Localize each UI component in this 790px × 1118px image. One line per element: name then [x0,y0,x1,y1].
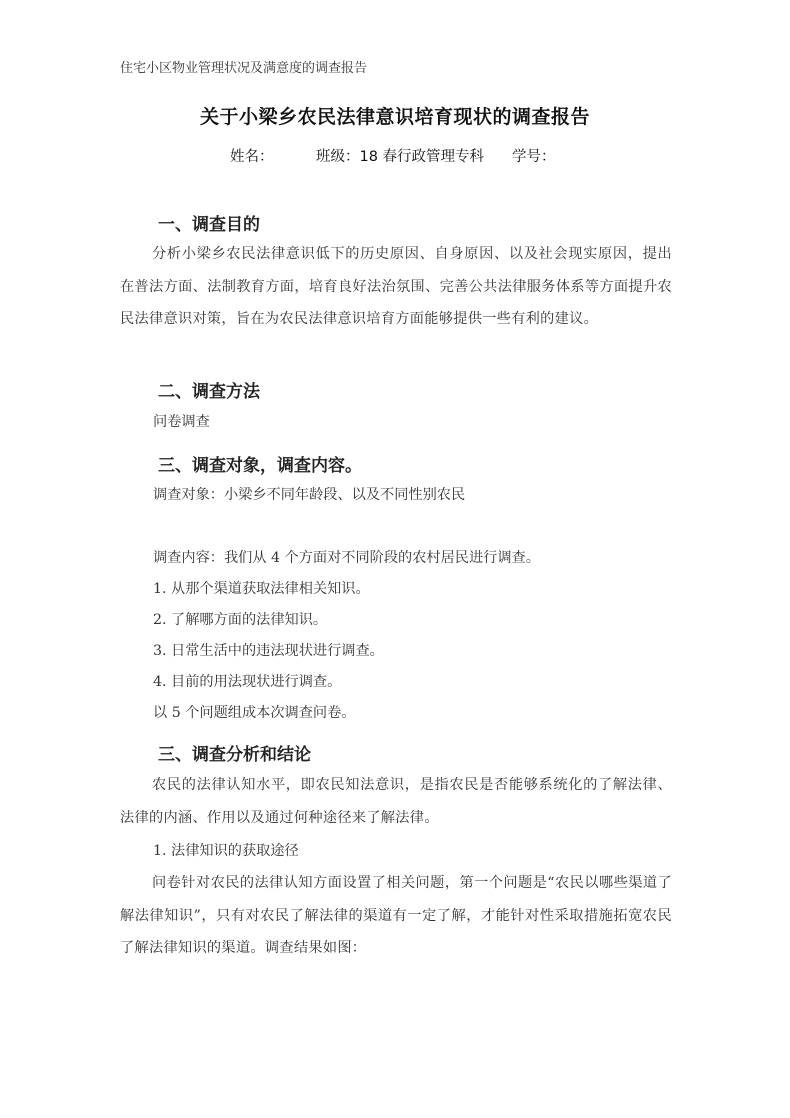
list-item: 3. 日常生活中的违法现状进行调查。 [153,643,384,659]
section-heading-target: 三、调查对象，调查内容。 [158,456,362,476]
target-object-text: 调查对象：小梁乡不同年龄段、以及不同性别农民 [153,487,466,503]
purpose-paragraph: 分析小梁乡农民法律意识低下的历史原因、自身原因、以及社会现实原因，提出在普法方面、法制教育方面，培育良好法治氛围、完善公共法律服务体系等方面提升农民法律意识对策，旨在为农民法律意识培育方面能够提供一些有利的建议。 [120,246,672,327]
section-heading-analysis: 三、调查分析和结论 [158,745,311,765]
list-item: 4. 目前的用法现状进行调查。 [153,674,342,690]
student-id-label: 学号： [512,149,556,165]
analysis-subheading: 1. 法律知识的获取途径 [153,843,299,859]
list-item: 2. 了解哪方面的法律知识。 [153,612,328,628]
analysis-body-paragraph: 问卷针对农民的法律认知方面设置了相关问题，第一个问题是“农民以哪些渠道了解法律知识”，只有对农民了解法律的渠道有一定了解，才能针对性采取措施拓宽农民了解法律知识的渠道。调查结果如图： [120,875,672,956]
method-text: 问卷调查 [153,414,210,430]
target-content-text: 调查内容：我们从 4 个方面对不同阶段的农村居民进行调查。 [153,550,540,566]
section-heading-method: 二、调查方法 [158,382,260,402]
document-title: 关于小梁乡农民法律意识培育现状的调查报告 [199,106,590,128]
survey-summary-text: 以 5 个问题组成本次调查问卷。 [153,705,356,721]
name-label: 姓名： [230,149,274,165]
analysis-intro-paragraph: 农民的法律认知水平，即农民知法意识，是指农民是否能够系统化的了解法律、法律的内涵、作用以及通过何种途径来了解法律。 [120,777,672,826]
class-label: 班级：18 春行政管理专科 [316,149,485,165]
list-item: 1. 从那个渠道获取法律相关知识。 [153,581,370,597]
author-meta [230,145,556,166]
running-header: 住宅小区物业管理状况及满意度的调查报告 [120,61,368,76]
section-heading-purpose: 一、调查目的 [158,215,260,235]
